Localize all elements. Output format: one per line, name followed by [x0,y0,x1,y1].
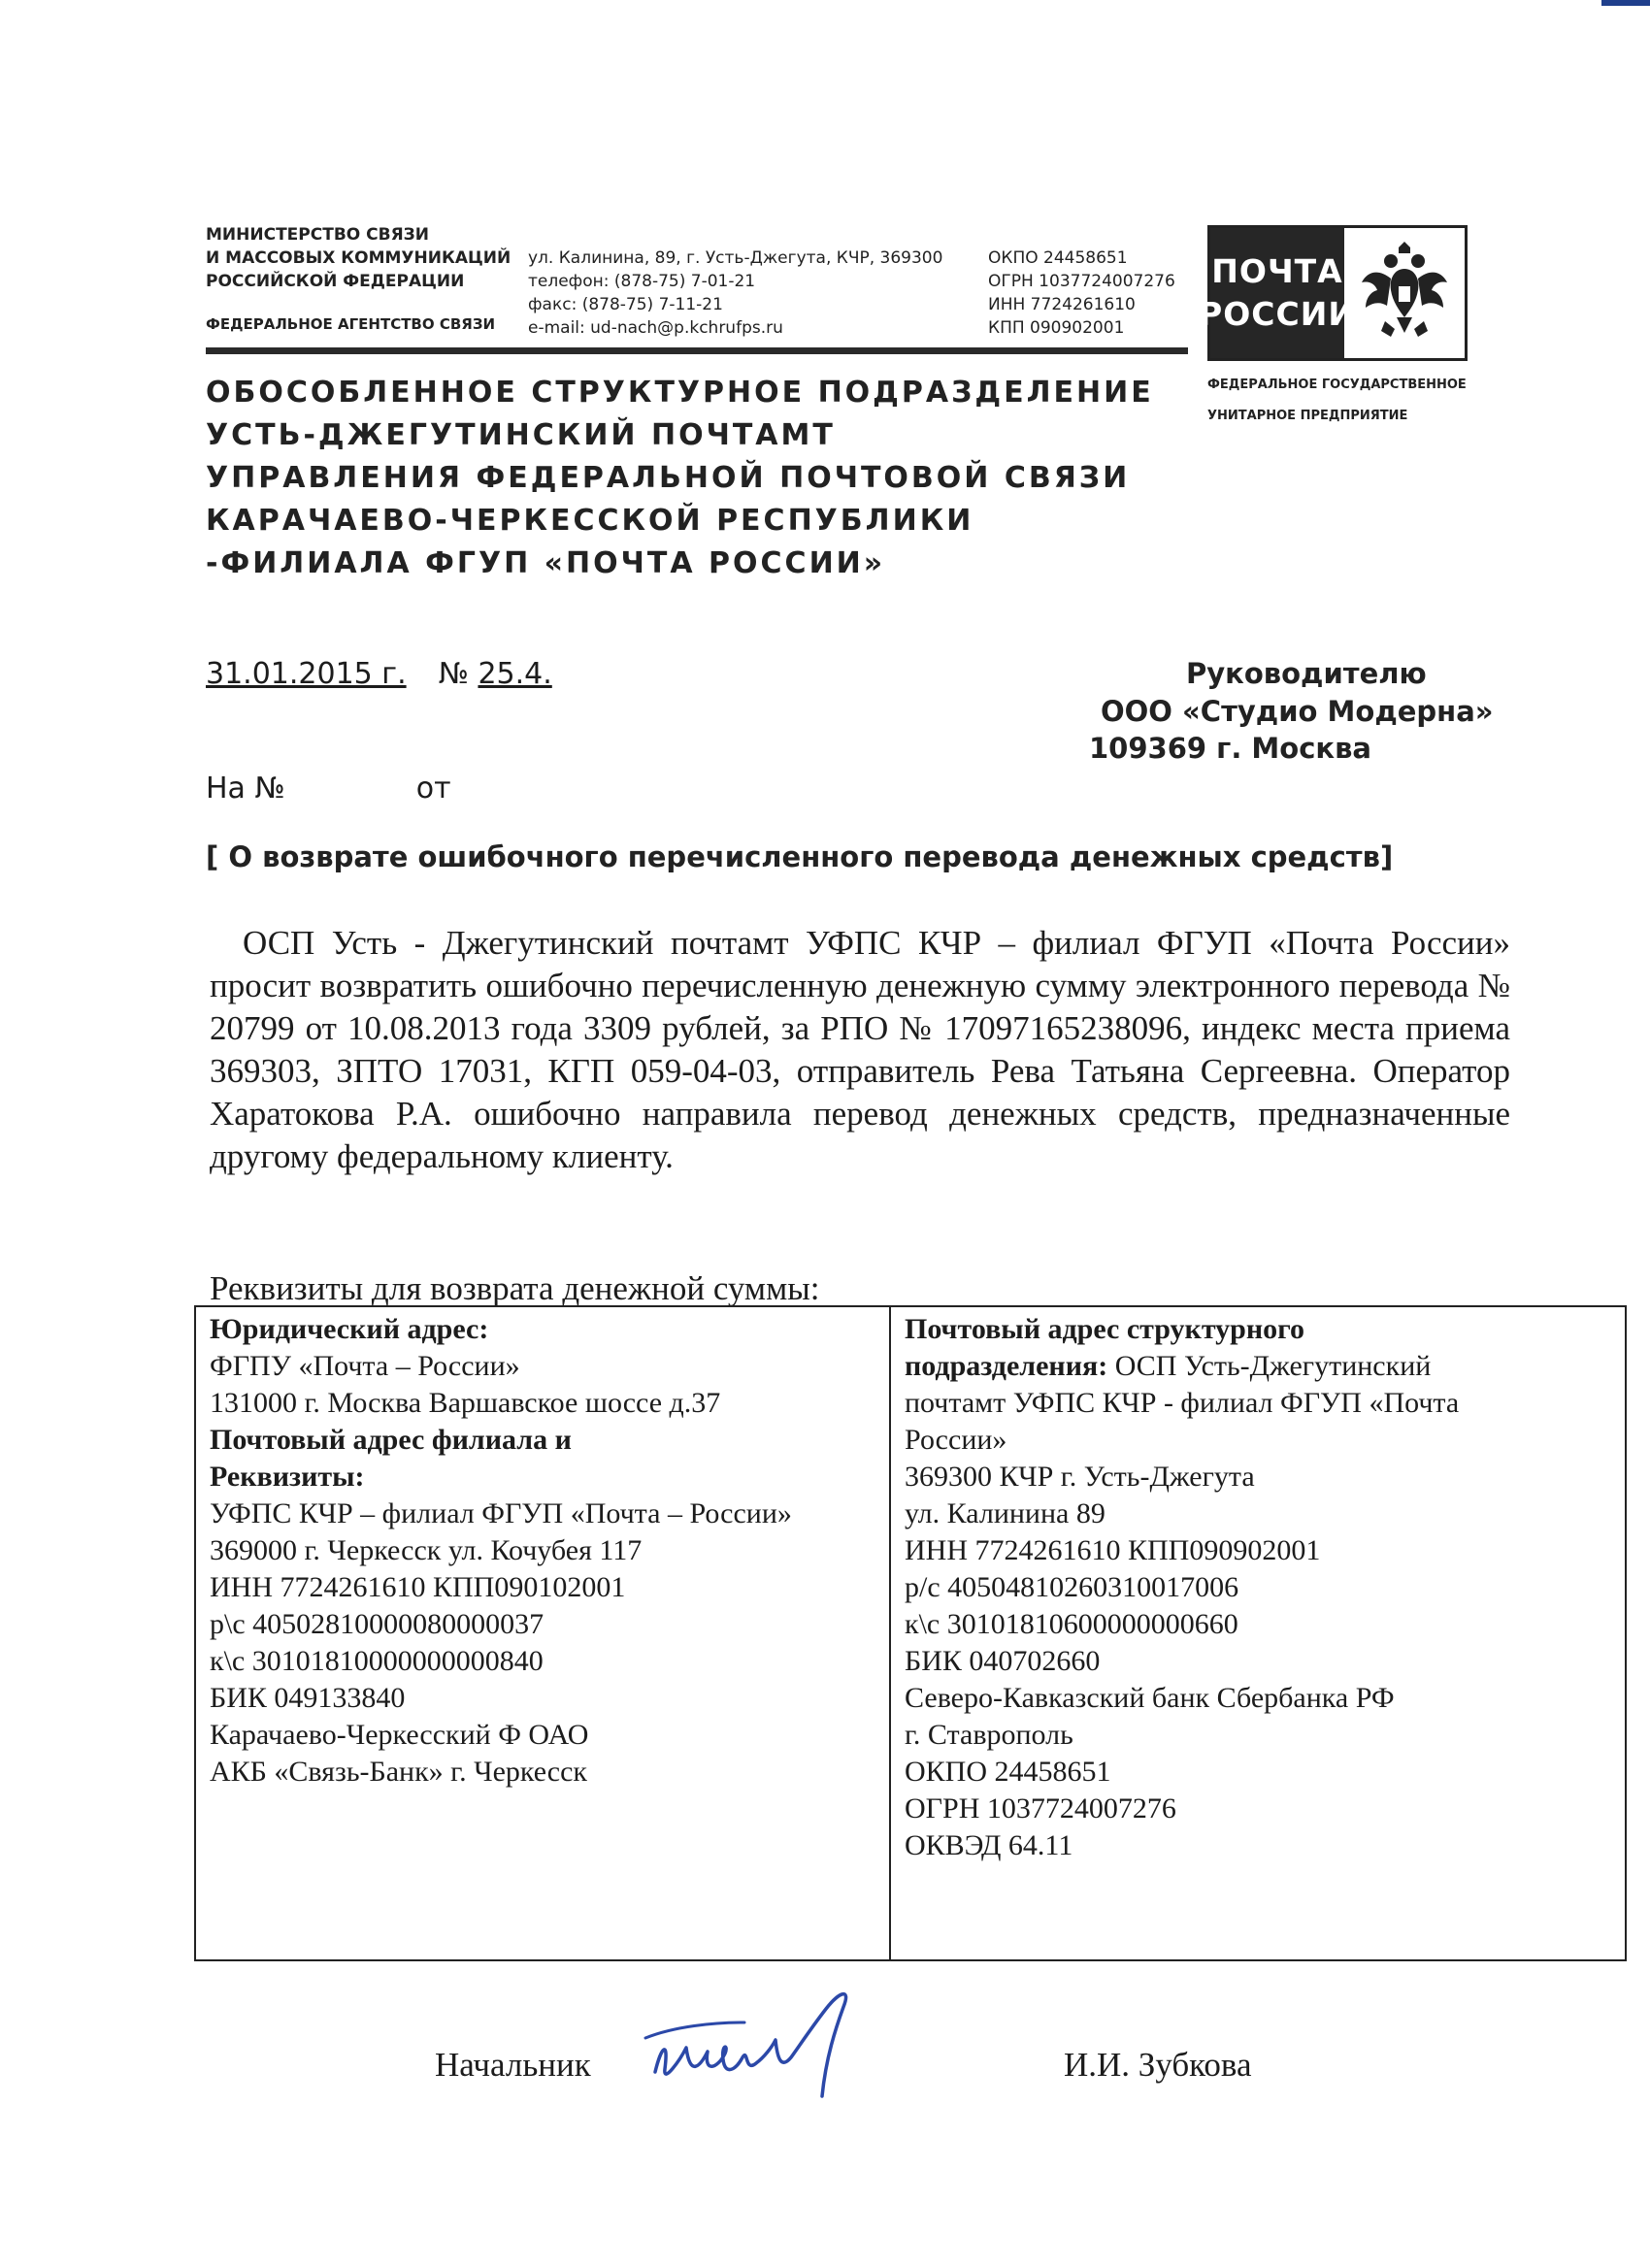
requisite-line: г. Ставрополь [905,1719,1073,1751]
letter-date: 31.01.2015 г. [206,657,407,691]
header-rule [206,347,1188,354]
requisite-line: ул. Калинина 89 [905,1497,1106,1529]
signer-name: И.И. Зубкова [1064,2046,1252,2084]
postal-heading-part: подразделения: [905,1350,1108,1382]
letter-subject: [ О возврате ошибочного перечисленного перевода денежных средств] [206,840,1394,873]
requisite-line: ИНН 7724261610 КПП090902001 [905,1534,1321,1566]
organization-line: ОБОСОБЛЕННОЕ СТРУКТУРНОЕ ПОДРАЗДЕЛЕНИЕ [206,376,1154,410]
organization-line: УПРАВЛЕНИЯ ФЕДЕРАЛЬНОЙ ПОЧТОВОЙ СВЯЗИ [206,461,1131,495]
signer-position: Начальник [435,2046,591,2084]
requisite-line: 369300 КЧР г. Усть-Джегута [905,1461,1255,1493]
branch-heading: Реквизиты: [210,1461,365,1493]
requisite-line: к\с 30101810000000000840 [210,1645,544,1677]
ogrn-line: ОГРН 1037724007276 [988,272,1175,291]
letter-body: ОСП Усть - Джегутинский почтамт УФПС КЧР – филиал ФГУП «Почта России» просит возвратить ошибочно перечисленную денежную сумму электронного перевода № 20799 от 10.08.2013 года 3309 рублей, за РПО № 17097165238096, индекс места приема 369303, ЗПТО 17031, КГП 059-04-03, отправитель Рева Татьяна Сергеевна. Оператор Харатокова Р.А. ошибочно направила перевод денежных средств, предназначенные другому федеральному клиенту. [210,924,1510,1175]
branch-heading: Почтовый адрес филиала и [210,1424,572,1456]
requisite-line: 131000 г. Москва Варшавское шоссе д.37 [210,1387,721,1419]
requisite-line: ИНН 7724261610 КПП090102001 [210,1571,626,1603]
reply-from: от [415,772,451,805]
requisites-title: Реквизиты для возврата денежной суммы: [210,1269,820,1307]
handwritten-signature [636,1980,888,2120]
requisite-line: АКБ «Связь-Банк» г. Черкесск [210,1756,588,1788]
postal-address-heading: Почтовый адрес структурного [905,1313,1305,1345]
requisite-line: БИК 040702660 [905,1645,1101,1677]
reply-label: На № [206,772,285,805]
logo-line: ПОЧТА [1211,252,1343,290]
requisite-line: Северо-Кавказский банк Сбербанка РФ [905,1682,1395,1714]
agency-name: ФЕДЕРАЛЬНОЕ АГЕНТСТВО СВЯЗИ [206,315,496,333]
requisite-line: ОКВЭД 64.11 [905,1829,1073,1861]
scan-corner-mark [1601,0,1650,6]
organization-line: УСТЬ-ДЖЕГУТИНСКИЙ ПОЧТАМТ [206,418,836,452]
requisites-table [194,1305,1627,1961]
okpo-line: ОКПО 24458651 [988,248,1128,268]
number-label: № [438,657,469,691]
address-line: ул. Калинина, 89, г. Усть-Джегута, КЧР, 369300 [528,248,943,268]
organization-title [206,372,1154,585]
fax-line: факс: (878-75) 7-11-21 [528,295,723,314]
organization-line: -ФИЛИАЛА ФГУП «ПОЧТА РОССИИ» [206,546,886,580]
pochta-rossii-logo [1199,225,1468,361]
kpp-line: КПП 090902001 [988,318,1125,338]
legal-address-heading: Юридический адрес: [210,1313,489,1345]
inn-line: ИНН 7724261610 [988,295,1136,314]
requisite-line: 369000 г. Черкесск ул. Кочубея 117 [210,1534,643,1566]
requisite-line: р/с 40504810260310017006 [905,1571,1239,1603]
logo-caption: ФЕДЕРАЛЬНОЕ ГОСУДАРСТВЕННОЕ [1207,378,1467,392]
ministry-block [206,223,511,293]
requisite-line: р\с 40502810000080000037 [210,1608,544,1640]
requisite-line: к\с 30101810600000000660 [905,1608,1238,1640]
letter-date-number [206,657,552,691]
recipient-city: 109369 г. Москва [1089,732,1372,765]
phone-line: телефон: (878-75) 7-01-21 [528,272,756,291]
logo-wordmark [1199,228,1356,358]
organization-line: КАРАЧАЕВО-ЧЕРКЕССКОЙ РЕСПУБЛИКИ [206,504,974,538]
requisite-line: почтамт УФПС КЧР - филиал ФГУП «Почта [905,1387,1460,1419]
postal-requisites-cell [891,1307,1625,1959]
contact-block [528,247,942,340]
recipient-company: ООО «Студио Модерна» [1101,695,1494,728]
requisite-line: УФПС КЧР – филиал ФГУП «Почта – России» [210,1497,792,1529]
requisite-line: ФГПУ «Почта – России» [210,1350,520,1382]
requisite-line: БИК 049133840 [210,1682,406,1714]
postal-heading-rest: ОСП Усть-Джегутинский [1107,1350,1432,1382]
email-line: e-mail: ud-nach@p.kchrufps.ru [528,318,783,338]
ministry-line: МИНИСТЕРСТВО СВЯЗИ [206,225,429,245]
legal-requisites-cell [196,1307,891,1959]
requisite-line: Карачаево-Черкесский Ф ОАО [210,1719,589,1751]
requisite-line: ОКПО 24458651 [905,1756,1111,1788]
logo-caption: УНИТАРНОЕ ПРЕДПРИЯТИЕ [1207,409,1408,423]
double-headed-eagle-icon [1344,228,1465,358]
recipient-title: Руководителю [1186,657,1427,690]
reply-reference [206,772,451,805]
ministry-line: И МАССОВЫХ КОММУНИКАЦИЙ [206,248,512,268]
requisite-line: России» [905,1424,1007,1456]
logo-line: РОССИИ [1199,295,1356,333]
postal-heading-line [905,1348,1611,1385]
ministry-line: РОССИЙСКОЙ ФЕДЕРАЦИИ [206,272,465,291]
requisite-line: ОГРН 1037724007276 [905,1792,1176,1824]
letter-number: 25.4. [478,657,552,691]
codes-block [988,247,1175,340]
